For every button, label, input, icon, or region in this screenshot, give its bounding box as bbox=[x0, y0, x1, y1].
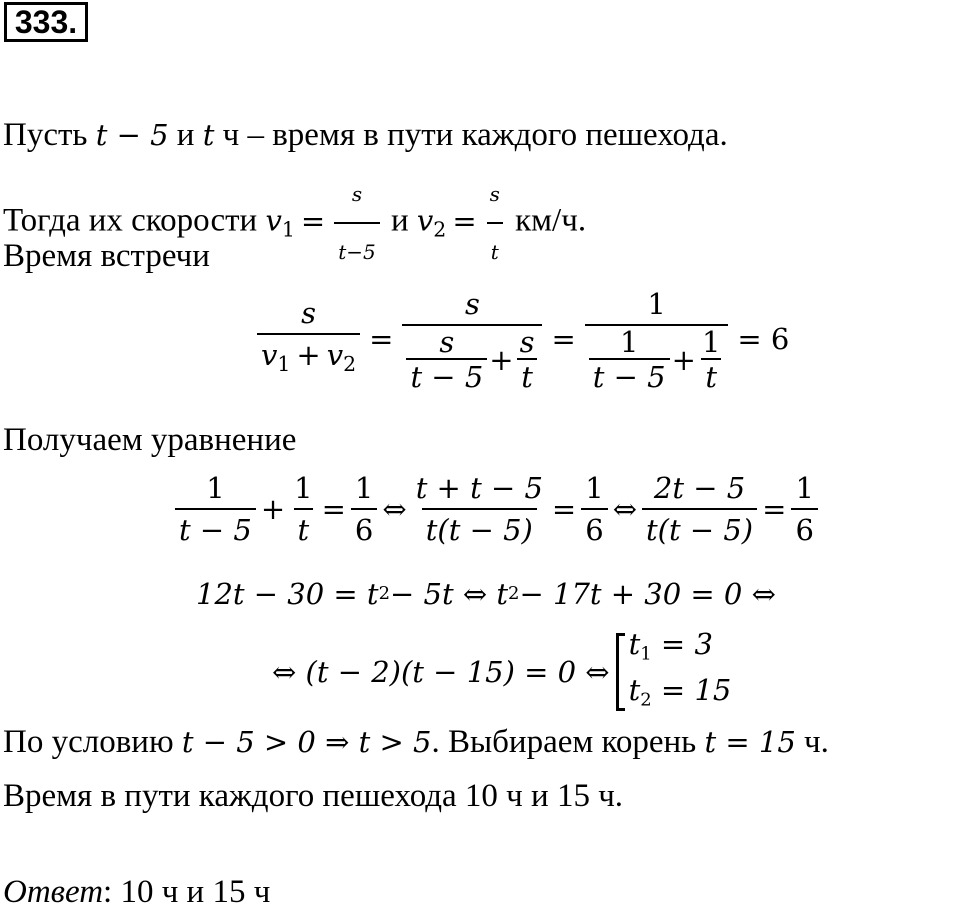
math-expr: − 17t + 30 = 0 ⇔ bbox=[519, 577, 776, 611]
denominator: t bbox=[294, 508, 314, 548]
answer-value: : 10 ч и 15 ч bbox=[103, 874, 271, 910]
subscript: 2 bbox=[343, 352, 357, 377]
denominator bbox=[257, 333, 360, 382]
equals: = bbox=[300, 203, 326, 238]
text: ч – время в пути каждого пешехода. bbox=[214, 117, 728, 153]
plus: + bbox=[296, 338, 321, 373]
superscript: 2 bbox=[378, 583, 391, 604]
answer-line bbox=[3, 872, 270, 912]
text: км/ч. bbox=[506, 202, 587, 239]
numerator: 1 bbox=[619, 325, 639, 359]
equals: = bbox=[369, 322, 394, 356]
fraction bbox=[516, 325, 539, 394]
math-expr: t − 5 bbox=[95, 118, 169, 152]
fraction bbox=[585, 286, 729, 392]
answer-label: Ответ bbox=[3, 874, 104, 910]
math-expr: v bbox=[326, 338, 344, 373]
numerator: s bbox=[489, 182, 500, 206]
problem-number: 333. bbox=[4, 2, 88, 42]
subscript: 2 bbox=[433, 217, 447, 242]
denominator: t bbox=[517, 358, 537, 392]
math-expr: ⇔ (t − 2)(t − 15) = 0 ⇔ bbox=[272, 655, 610, 690]
fraction bbox=[642, 470, 757, 548]
text: и bbox=[382, 202, 417, 239]
numerator: 1 bbox=[294, 471, 313, 505]
equation-row-1 bbox=[172, 470, 821, 548]
fraction bbox=[791, 470, 817, 548]
fraction bbox=[351, 470, 377, 548]
numerator: 1 bbox=[206, 471, 225, 505]
iff-symbol: ⇔ bbox=[612, 492, 637, 526]
root-system bbox=[629, 626, 732, 719]
denominator: t − 5 bbox=[406, 358, 487, 392]
denominator: t bbox=[487, 222, 503, 278]
math-expr: 12t − 30 = t bbox=[196, 577, 379, 611]
denominator: t − 5 bbox=[175, 508, 256, 548]
equals: = bbox=[551, 322, 576, 356]
text: Время встречи bbox=[3, 238, 210, 274]
math-expr: t bbox=[628, 673, 641, 708]
numerator: t + t − 5 bbox=[415, 471, 543, 505]
text-line-4 bbox=[3, 420, 296, 460]
fraction bbox=[175, 470, 256, 548]
text: . Выбираем корень bbox=[431, 724, 705, 760]
denominator: t(t − 5) bbox=[422, 508, 537, 548]
numerator: s bbox=[301, 296, 316, 331]
math-expr: v bbox=[261, 338, 278, 373]
fraction bbox=[406, 325, 487, 394]
math-expr: v bbox=[265, 203, 282, 238]
math-expr: t = 15 bbox=[704, 725, 796, 759]
denominator: 6 bbox=[791, 508, 817, 548]
math-expr: = 15 bbox=[651, 673, 732, 708]
text: Получаем уравнение bbox=[3, 422, 297, 458]
text: Время в пути каждого пешехода 10 ч и 15 ч. bbox=[3, 778, 624, 814]
numerator: 1 bbox=[701, 325, 721, 359]
equation-row-2 bbox=[196, 572, 776, 616]
equals: = bbox=[551, 492, 577, 526]
fraction bbox=[290, 470, 316, 548]
math-expr: t bbox=[628, 627, 641, 661]
equals: = bbox=[321, 492, 346, 526]
text: Тогда их скорости bbox=[3, 202, 266, 239]
numerator: s bbox=[439, 325, 455, 359]
subscript: 2 bbox=[640, 689, 652, 711]
numerator: s bbox=[351, 182, 363, 206]
fraction bbox=[402, 286, 542, 392]
plus: + bbox=[489, 343, 514, 377]
numerator: s bbox=[519, 325, 535, 359]
math-expr: = 3 bbox=[651, 627, 713, 661]
superscript: 2 bbox=[508, 583, 520, 604]
text: и bbox=[168, 117, 203, 153]
text: По условию bbox=[3, 724, 182, 760]
fraction bbox=[581, 470, 607, 548]
equation-row-3 bbox=[272, 626, 731, 719]
equals: = bbox=[452, 203, 477, 238]
equals: = bbox=[762, 492, 787, 526]
numerator: s bbox=[465, 287, 480, 321]
equation-meeting-time bbox=[254, 286, 789, 392]
denominator: t−5 bbox=[334, 222, 380, 278]
math-expr: v bbox=[416, 203, 434, 238]
denominator: t(t − 5) bbox=[642, 508, 757, 548]
fraction bbox=[589, 325, 670, 394]
fraction bbox=[486, 168, 504, 278]
subscript: 1 bbox=[277, 352, 291, 377]
fraction bbox=[334, 168, 380, 278]
denominator: 6 bbox=[351, 508, 377, 548]
root-2 bbox=[629, 672, 732, 718]
numerator: 1 bbox=[585, 471, 604, 505]
fraction bbox=[698, 325, 724, 394]
numerator: 2t − 5 bbox=[653, 471, 746, 505]
denominator: t − 5 bbox=[589, 358, 670, 392]
numerator: 1 bbox=[647, 287, 666, 321]
denominator bbox=[585, 324, 729, 392]
text-line-1 bbox=[3, 115, 728, 155]
denominator bbox=[402, 324, 542, 392]
equals-six: = 6 bbox=[737, 322, 790, 356]
denominator: t bbox=[701, 358, 721, 392]
numerator: 1 bbox=[795, 471, 814, 505]
denominator: 6 bbox=[581, 508, 607, 548]
plus: + bbox=[260, 492, 286, 526]
subscript: 1 bbox=[281, 217, 295, 242]
root-1 bbox=[629, 626, 732, 672]
math-expr: t bbox=[202, 118, 215, 152]
text: Пусть bbox=[3, 117, 96, 153]
iff-symbol: ⇔ bbox=[382, 492, 407, 526]
text-line-6 bbox=[3, 776, 623, 816]
plus: + bbox=[671, 343, 696, 377]
numerator: 1 bbox=[354, 471, 374, 505]
fraction bbox=[257, 295, 360, 382]
text: ч. bbox=[795, 724, 829, 760]
fraction bbox=[412, 470, 547, 548]
math-expr: t − 5 > 0 ⇒ t > 5 bbox=[181, 725, 432, 759]
text-line-3 bbox=[3, 236, 210, 276]
math-expr: − 5t ⇔ t bbox=[390, 577, 509, 611]
system-bracket bbox=[616, 633, 625, 711]
text-line-5 bbox=[3, 722, 829, 762]
subscript: 1 bbox=[640, 643, 652, 665]
